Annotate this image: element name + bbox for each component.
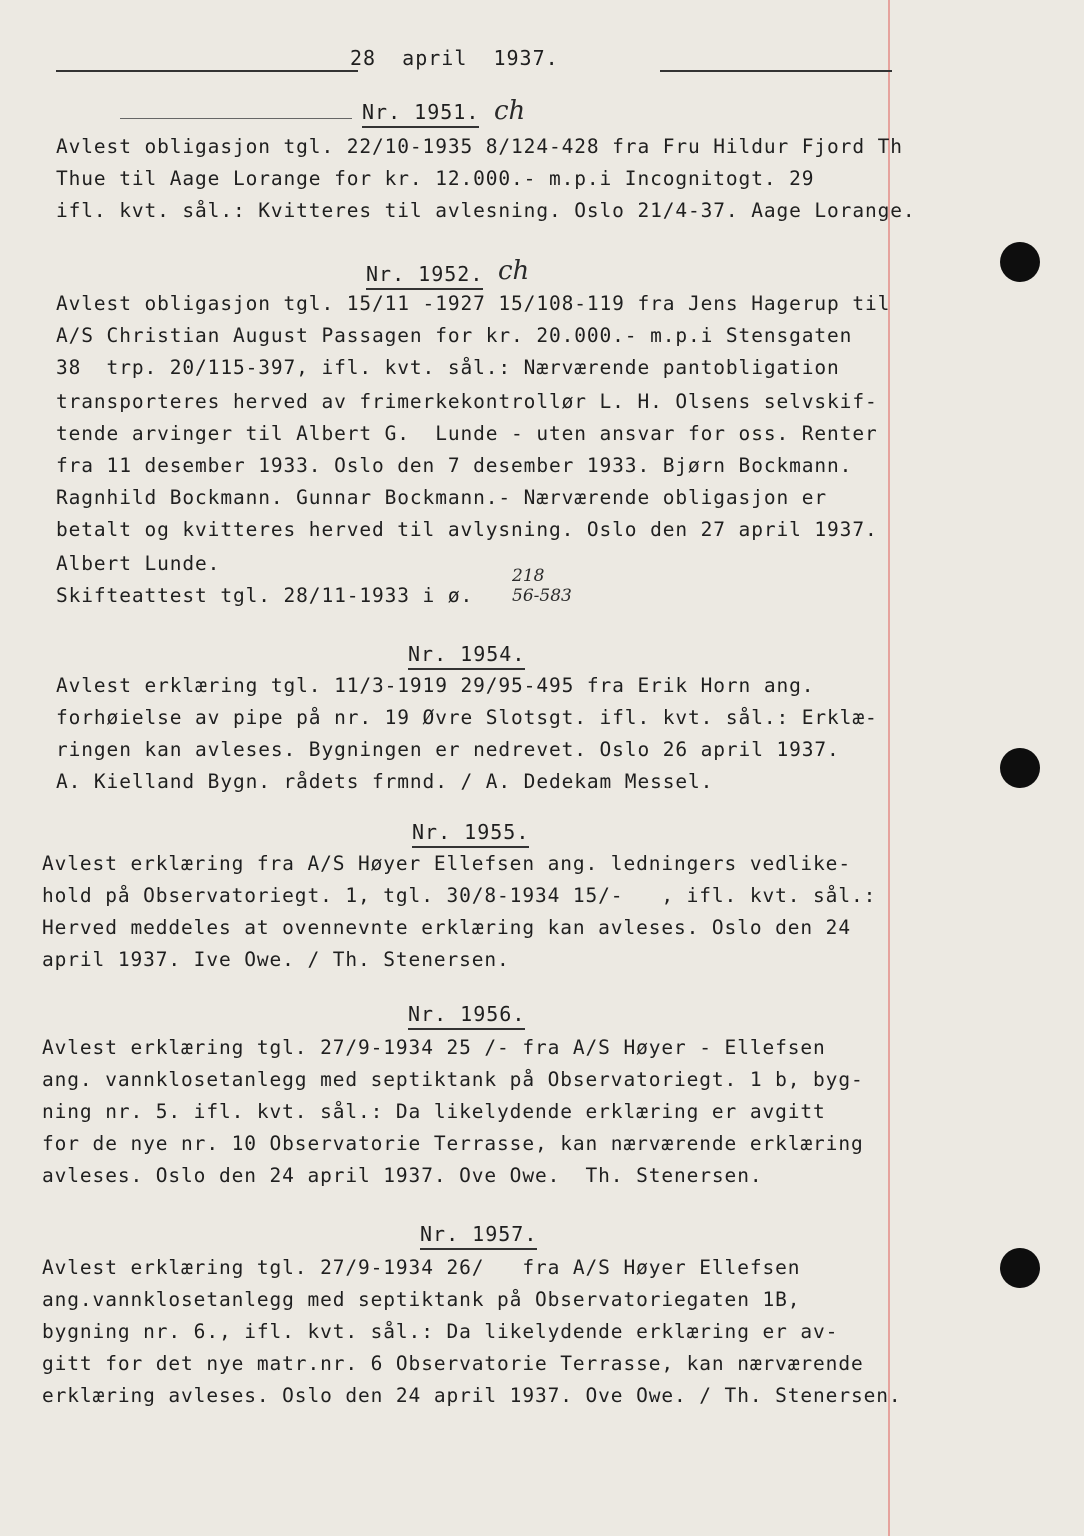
entry-line: Albert Lunde.: [56, 552, 221, 575]
entry-line: avleses. Oslo den 24 april 1937. Ove Owe. Th. Stenersen.: [42, 1164, 763, 1187]
entry-line: Avlest obligasjon tgl. 15/11 -1927 15/108-119 fra Jens Hagerup til: [56, 292, 891, 315]
entry-line: ang.vannklosetanlegg med septiktank på Observatoriegaten 1B,: [42, 1288, 801, 1311]
entry-line: A. Kielland Bygn. rådets frmnd. / A. Dedekam Messel.: [56, 770, 714, 793]
entry-line: Avlest erklæring tgl. 27/9-1934 26/ fra A/S Høyer Ellefsen: [42, 1256, 801, 1279]
entry-line: for de nye nr. 10 Observatorie Terrasse, kan nærværende erklæring: [42, 1132, 864, 1155]
entry-title: Nr. 1955.: [412, 820, 529, 848]
entry-line: bygning nr. 6., ifl. kvt. sål.: Da likelydende erklæring er av-: [42, 1320, 839, 1343]
initials-mark: ch: [494, 96, 526, 126]
faint-rule: [120, 118, 352, 119]
header-date: 28 april 1937.: [350, 46, 559, 70]
entry-line: 38 trp. 20/115-397, ifl. kvt. sål.: Nærværende pantobligation: [56, 356, 840, 379]
punch-hole-middle: [1000, 748, 1040, 788]
entry-title: Nr. 1951.: [362, 100, 479, 128]
entry-line: Avlest obligasjon tgl. 22/10-1935 8/124-428 fra Fru Hildur Fjord Th: [56, 135, 903, 158]
punch-hole-top: [1000, 242, 1040, 282]
entry-line: Ragnhild Bockmann. Gunnar Bockmann.- Nærværende obligasjon er: [56, 486, 828, 509]
entry-line: betalt og kvitteres herved til avlysning. Oslo den 27 april 1937.: [56, 518, 878, 541]
red-margin-line: [888, 0, 890, 1536]
entry-line: Avlest erklæring tgl. 27/9-1934 25 /- fra A/S Høyer - Ellefsen: [42, 1036, 826, 1059]
entry-line: april 1937. Ive Owe. / Th. Stenersen.: [42, 948, 510, 971]
page-header: [0, 46, 1084, 80]
entry-title: Nr. 1954.: [408, 642, 525, 670]
entry-line: erklæring avleses. Oslo den 24 april 1937. Ove Owe. / Th. Stenersen.: [42, 1384, 902, 1407]
entry-line: tende arvinger til Albert G. Lunde - uten ansvar for oss. Renter: [56, 422, 878, 445]
entry-line: transporteres herved av frimerkekontrollør L. H. Olsens selvskif-: [56, 390, 878, 413]
initials-mark: ch: [498, 256, 530, 286]
entry-line: hold på Observatoriegt. 1, tgl. 30/8-1934 15/- , ifl. kvt. sål.:: [42, 884, 877, 907]
entry-title: Nr. 1952.: [366, 262, 483, 290]
entry-line: Avlest erklæring tgl. 11/3-1919 29/95-495 fra Erik Horn ang.: [56, 674, 815, 697]
header-rule-right: [660, 70, 892, 72]
entry-line: Thue til Aage Lorange for kr. 12.000.- m.p.i Incognitogt. 29: [56, 167, 815, 190]
entry-line: Avlest erklæring fra A/S Høyer Ellefsen ang. ledningers vedlike-: [42, 852, 851, 875]
entry-line: ringen kan avleses. Bygningen er nedrevet. Oslo 26 april 1937.: [56, 738, 840, 761]
entry-title: Nr. 1957.: [420, 1222, 537, 1250]
entry-title: Nr. 1956.: [408, 1002, 525, 1030]
entry-line: Herved meddeles at ovennevnte erklæring kan avleses. Oslo den 24: [42, 916, 851, 939]
entry-line: A/S Christian August Passagen for kr. 20.000.- m.p.i Stensgaten: [56, 324, 853, 347]
entry-line: forhøielse av pipe på nr. 19 Øvre Slotsgt. ifl. kvt. sål.: Erklæ-: [56, 706, 878, 729]
entry-line: gitt for det nye matr.nr. 6 Observatorie Terrasse, kan nærværende: [42, 1352, 864, 1375]
header-rule-left: [56, 70, 358, 72]
handwritten-reference: 218 56-583: [512, 566, 572, 606]
entry-line: ang. vannklosetanlegg med septiktank på Observatoriegt. 1 b, byg-: [42, 1068, 864, 1091]
entry-line: fra 11 desember 1933. Oslo den 7 desember 1933. Bjørn Bockmann.: [56, 454, 853, 477]
entry-line: ifl. kvt. sål.: Kvitteres til avlesning. Oslo 21/4-37. Aage Lorange.: [56, 199, 916, 222]
punch-hole-bottom: [1000, 1248, 1040, 1288]
entry-line: Skifteattest tgl. 28/11-1933 i ø.: [56, 584, 474, 607]
entry-line: ning nr. 5. ifl. kvt. sål.: Da likelydende erklæring er avgitt: [42, 1100, 826, 1123]
